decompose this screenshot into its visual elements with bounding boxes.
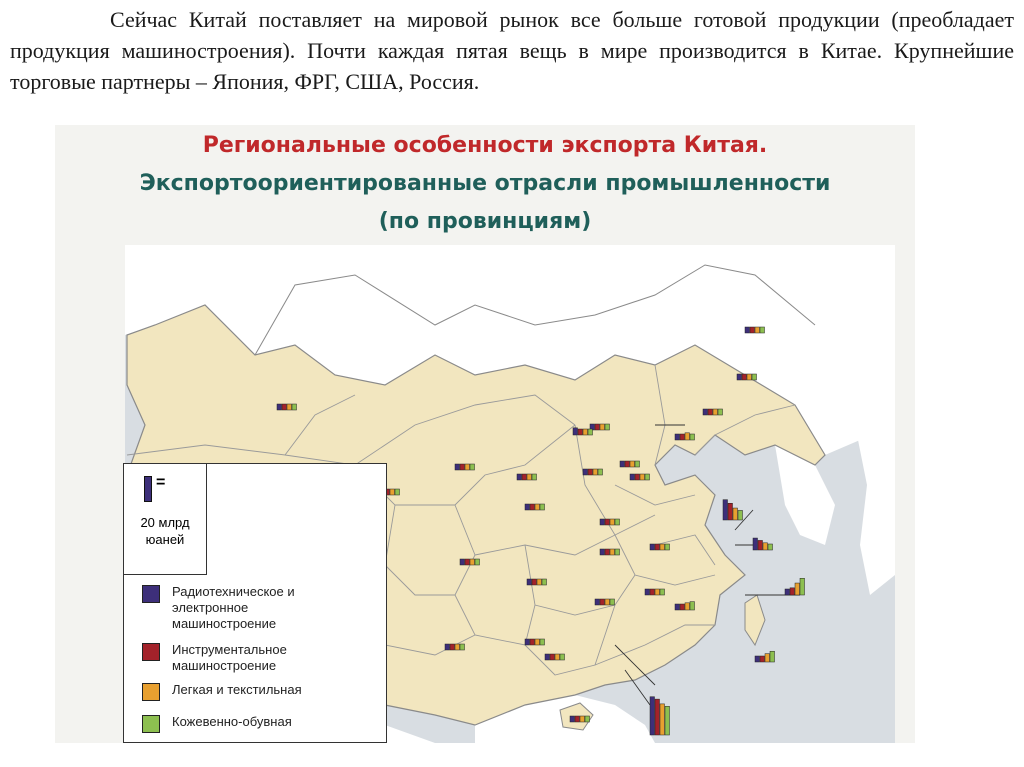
bar-group-Шаньси [583, 469, 603, 475]
bar-Хэйлунцзян-1 [750, 327, 755, 333]
bar-group-Внутренняя Монголия [590, 424, 610, 430]
bar-Гуандун-0 [650, 697, 655, 735]
bar-Хайнань-3 [585, 716, 590, 722]
bar-Шанхай-2 [763, 543, 768, 550]
bar-group-Гуанси [545, 654, 565, 660]
bar-Чжэцзян-3 [800, 578, 805, 595]
bar-Шаньси-1 [588, 469, 593, 475]
bar-Хэнань-1 [605, 519, 610, 525]
bar-Нинся-3 [532, 474, 537, 480]
bar-Шанхай-1 [758, 540, 763, 550]
bar-Цинхай-2 [390, 489, 395, 495]
bar-Хунань-0 [595, 599, 600, 605]
bar-Хэнань-3 [615, 519, 620, 525]
bar-Хунань-3 [610, 599, 615, 605]
bar-group-Шаньдун [675, 433, 695, 440]
bar-group-Ганьсу [455, 464, 475, 470]
bar-Сычуань-0 [460, 559, 465, 565]
bar-group-Аньхой [650, 544, 670, 550]
bar-Сычуань-3 [475, 559, 480, 565]
map-title-line-2: Экспортоориентированные отрасли промышленности [139, 171, 831, 196]
bar-Хэйлунцзян-2 [755, 327, 760, 333]
bar-group-Хэбэй [630, 474, 650, 480]
bar-Гуандун-3 [665, 706, 670, 735]
bar-Хэбэй-2 [640, 474, 645, 480]
bar-group-Сычуань [460, 559, 480, 565]
bar-Чунцин-0 [527, 579, 532, 585]
bar-Чунцин-2 [537, 579, 542, 585]
bar-Внутренняя Монголия-1 [595, 424, 600, 430]
bar-Тайвань-3 [770, 651, 775, 662]
bar-Сычуань-2 [470, 559, 475, 565]
bar-Тайвань-1 [760, 656, 765, 662]
bar-Цзилинь-3 [752, 374, 757, 380]
bar-Тайвань-2 [765, 654, 770, 662]
bar-Цзянси-2 [655, 589, 660, 595]
bar-Сычуань-1 [465, 559, 470, 565]
bar-Хэбэй-1 [635, 474, 640, 480]
bar-Синьцзян-2 [287, 404, 292, 410]
bar-Юньнань-1 [450, 644, 455, 650]
bar-group-Хэйлунцзян [745, 327, 765, 333]
bar-Шаньси-3 [598, 469, 603, 475]
bar-Цзянси-1 [650, 589, 655, 595]
bar-group-Шэньси [525, 504, 545, 510]
bar-Аньхой-0 [650, 544, 655, 550]
map-title-line-3: (по провинциям) [378, 209, 592, 234]
bar-Ляонин-0 [703, 409, 708, 415]
bar-Хубэй-2 [610, 549, 615, 555]
bar-Шаньдун-0 [675, 434, 680, 440]
bar-Внутренняя Монголия-3 [605, 424, 610, 430]
bar-Нинся-1 [522, 474, 527, 480]
bar-group-Хубэй [600, 549, 620, 555]
bar-Хубэй-0 [600, 549, 605, 555]
bar-Тяньцзинь-3 [635, 461, 640, 467]
bar-Цзянсу-2 [733, 508, 738, 520]
bar-group-Хэнань [600, 519, 620, 525]
bar-Гуйчжоу-3 [540, 639, 545, 645]
bar-Цзянсу-1 [728, 503, 733, 520]
legend-scale [124, 464, 207, 575]
bar-Цзянсу-3 [738, 510, 743, 520]
bar-Нинся-0 [517, 474, 522, 480]
bar-Гуанси-2 [555, 654, 560, 660]
bar-Цзянсу-0 [723, 500, 728, 520]
bar-group-Синьцзян [277, 404, 297, 410]
bar-Цзянси-0 [645, 589, 650, 595]
bar-group-Нинся [517, 474, 537, 480]
bar-Гуанси-3 [560, 654, 565, 660]
bar-Пекин-3 [588, 429, 593, 435]
bar-Гуанси-0 [545, 654, 550, 660]
bar-Цзилинь-2 [747, 374, 752, 380]
bar-Хэйлунцзян-0 [745, 327, 750, 333]
bar-Ляонин-1 [708, 409, 713, 415]
bar-group-Хайнань [570, 716, 590, 722]
legend-label-instrumental: Инструментальное машиностроение [172, 642, 287, 673]
legend-swatch-leather-shoe [142, 715, 160, 733]
bar-Ляонин-2 [713, 409, 718, 415]
scale-value: 20 млрд юаней [140, 515, 190, 547]
bar-Ляонин-3 [718, 409, 723, 415]
intro-paragraph: Сейчас Китай поставляет на мировой рынок все больше готовой продукции (преобладает продукция машиностроения). Почти каждая пятая вещь в мире производится в Китае. Крупнейшие торговые партнеры – Япония, ФРГ, США, Россия. [10, 7, 1014, 94]
bar-Шанхай-0 [753, 538, 758, 550]
bar-group-Ляонин [703, 409, 723, 415]
bar-Ганьсу-1 [460, 464, 465, 470]
bar-Шэньси-3 [540, 504, 545, 510]
bar-Юньнань-2 [455, 644, 460, 650]
bar-group-Гуйчжоу [525, 639, 545, 645]
bar-group-Пекин [573, 428, 593, 435]
bar-Хунань-1 [600, 599, 605, 605]
bar-Цзянси-3 [660, 589, 665, 595]
bar-Тайвань-0 [755, 656, 760, 662]
bar-Хунань-2 [605, 599, 610, 605]
bar-Цзилинь-1 [742, 374, 747, 380]
bar-Гуйчжоу-2 [535, 639, 540, 645]
bar-Пекин-0 [573, 428, 578, 435]
bar-Внутренняя Монголия-2 [600, 424, 605, 430]
bar-Хайнань-0 [570, 716, 575, 722]
bar-Чжэцзян-1 [790, 588, 795, 595]
legend-swatch-light-textile [142, 683, 160, 701]
bar-Шэньси-1 [530, 504, 535, 510]
scale-bar-sample [144, 476, 152, 502]
bar-Чжэцзян-2 [795, 583, 800, 595]
bar-Гуйчжоу-1 [530, 639, 535, 645]
bar-Гуандун-2 [660, 704, 665, 735]
bar-group-Хунань [595, 599, 615, 605]
bar-Хайнань-1 [575, 716, 580, 722]
scale-equals: = [156, 474, 166, 491]
export-map-figure [55, 125, 915, 743]
bar-Аньхой-1 [655, 544, 660, 550]
bar-Юньнань-3 [460, 644, 465, 650]
bar-Хубэй-3 [615, 549, 620, 555]
bar-group-Тяньцзинь [620, 461, 640, 467]
bar-Шаньси-0 [583, 469, 588, 475]
legend-label-light-textile: Легкая и текстильная [172, 682, 302, 697]
bar-Синьцзян-0 [277, 404, 282, 410]
bar-Шаньдун-1 [680, 434, 685, 440]
bar-group-Цзянси [645, 589, 665, 595]
bar-Цинхай-3 [395, 489, 400, 495]
bar-Шанхай-3 [768, 544, 773, 550]
bar-Синьцзян-3 [292, 404, 297, 410]
bar-Нинся-2 [527, 474, 532, 480]
bar-Тяньцзинь-1 [625, 461, 630, 467]
bar-Ганьсу-3 [470, 464, 475, 470]
bar-Тяньцзинь-0 [620, 461, 625, 467]
legend-label-leather-shoe: Кожевенно-обувная [172, 714, 292, 729]
legend-label-electronics: Радиотехническое и электронное машиностроение [172, 584, 295, 631]
bar-Ганьсу-2 [465, 464, 470, 470]
bar-Хэнань-0 [600, 519, 605, 525]
bar-Шаньси-2 [593, 469, 598, 475]
bar-Фуцзянь-2 [685, 603, 690, 610]
bar-Хэбэй-3 [645, 474, 650, 480]
bar-Хайнань-2 [580, 716, 585, 722]
bar-group-Юньнань [445, 644, 465, 650]
bar-group-Цзилинь [737, 374, 757, 380]
bar-Хэнань-2 [610, 519, 615, 525]
bar-Цзилинь-0 [737, 374, 742, 380]
bar-Фуцзянь-3 [690, 602, 695, 610]
bar-Синьцзян-1 [282, 404, 287, 410]
bar-Тяньцзинь-2 [630, 461, 635, 467]
bar-Гуйчжоу-0 [525, 639, 530, 645]
legend-swatch-electronics [142, 585, 160, 603]
bar-Чунцин-1 [532, 579, 537, 585]
map-legend [123, 463, 387, 743]
bar-Шаньдун-2 [685, 433, 690, 440]
bar-Шаньдун-3 [690, 434, 695, 440]
bar-Хэбэй-0 [630, 474, 635, 480]
bar-Пекин-2 [583, 429, 588, 435]
bar-Пекин-1 [578, 429, 583, 435]
bar-group-Чунцин [527, 579, 547, 585]
bar-Чжэцзян-0 [785, 589, 790, 595]
bar-Гуанси-1 [550, 654, 555, 660]
bar-Шэньси-2 [535, 504, 540, 510]
bar-Гуандун-1 [655, 699, 660, 735]
bar-Шэньси-0 [525, 504, 530, 510]
bar-Фуцзянь-1 [680, 604, 685, 610]
bar-Фуцзянь-0 [675, 604, 680, 610]
bar-Аньхой-3 [665, 544, 670, 550]
bar-Юньнань-0 [445, 644, 450, 650]
bar-Хубэй-1 [605, 549, 610, 555]
bar-Хэйлунцзян-3 [760, 327, 765, 333]
bar-Аньхой-2 [660, 544, 665, 550]
map-title-line-1: Региональные особенности экспорта Китая. [202, 133, 768, 158]
bar-Чунцин-3 [542, 579, 547, 585]
legend-swatch-instrumental [142, 643, 160, 661]
bar-Ганьсу-0 [455, 464, 460, 470]
